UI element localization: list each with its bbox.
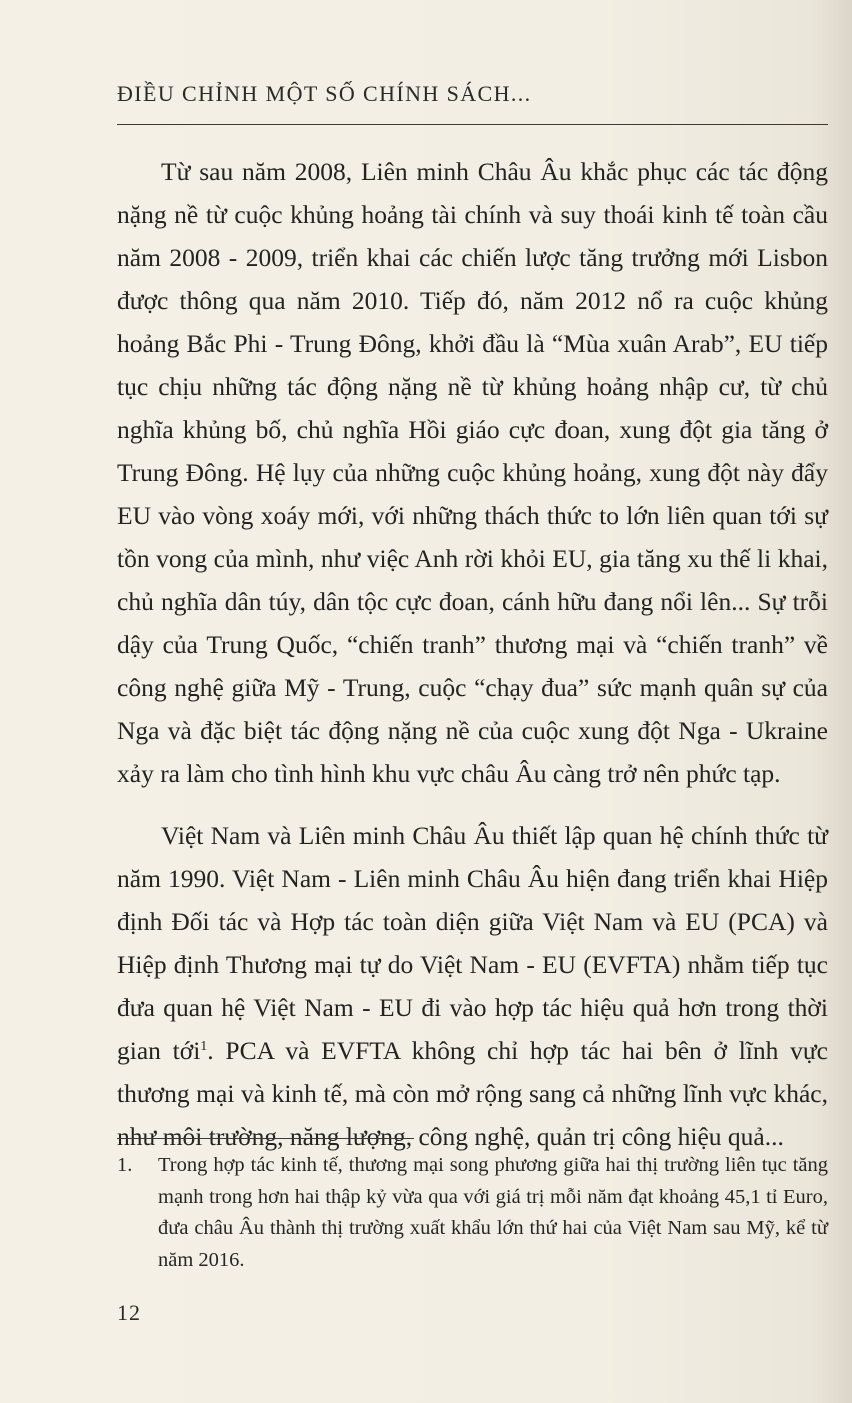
footnote-number: 1. bbox=[117, 1154, 133, 1176]
body-text bbox=[117, 150, 828, 1158]
footnote-rule bbox=[117, 1138, 414, 1139]
page-number: 12 bbox=[117, 1300, 141, 1325]
paragraph-1: Từ sau năm 2008, Liên minh Châu Âu khắc phục các tác động nặng nề từ cuộc khủng hoảng tài chính và suy thoái kinh tế toàn cầu năm 2008 - 2009, triển khai các chiến lược tăng trưởng mới Lisbon được thông qua năm 2010. Tiếp đó, năm 2012 nổ ra cuộc khủng hoảng Bắc Phi - Trung Đông, khởi đầu là “Mùa xuân Arab”, EU tiếp tục chịu những tác động nặng nề từ khủng hoảng nhập cư, từ chủ nghĩa khủng bố, chủ nghĩa Hồi giáo cực đoan, xung đột gia tăng ở Trung Đông. Hệ lụy của những cuộc khủng hoảng, xung đột này đẩy EU vào vòng xoáy mới, với những thách thức to lớn liên quan tới sự tồn vong của mình, như việc Anh rời khỏi EU, gia tăng xu thế li khai, chủ nghĩa dân túy, dân tộc cực đoan, cánh hữu đang nổi lên... Sự trỗi dậy của Trung Quốc, “chiến tranh” thương mại và “chiến tranh” về công nghệ giữa Mỹ - Trung, cuộc “chạy đua” sức mạnh quân sự của Nga và đặc biệt tác động nặng nề của cuộc xung đột Nga - Ukraine xảy ra làm cho tình hình khu vực châu Âu càng trở nên phức tạp. bbox=[117, 157, 828, 788]
paragraph-2-text-before-note: Việt Nam và Liên minh Châu Âu thiết lập quan hệ chính thức từ năm 1990. Việt Nam - Liên minh Châu Âu hiện đang triển khai Hiệp định Đối tác và Hợp tác toàn diện giữa Việt Nam và EU (PCA) và Hiệp định Thương mại tự do Việt Nam - EU (EVFTA) nhằm tiếp tục đưa quan hệ Việt Nam - EU đi vào hợp tác hiệu quả hơn trong thời gian tới bbox=[117, 821, 828, 1065]
footnote bbox=[117, 1150, 828, 1276]
footnote-marker: 1 bbox=[200, 1039, 208, 1054]
paragraph-2 bbox=[117, 814, 828, 1158]
running-head: ĐIỀU CHỈNH MỘT SỐ CHÍNH SÁCH... bbox=[117, 81, 532, 106]
footnote-text: Trong hợp tác kinh tế, thương mại song phương giữa hai thị trường liên tục tăng mạnh trong hơn hai thập kỷ vừa qua với giá trị mỗi năm đạt khoảng 45,1 tỉ Euro, đưa châu Âu thành thị trường xuất khẩu lớn thứ hai của Việt Nam sau Mỹ, kể từ năm 2016. bbox=[158, 1154, 828, 1271]
paragraph-2-text-after-note: . PCA và EVFTA không chỉ hợp tác hai bên ở lĩnh vực thương mại và kinh tế, mà còn mở rộng sang cả những lĩnh vực khác, như môi trường, năng lượng, công nghệ, quản trị công hiệu quả... bbox=[117, 1036, 829, 1151]
header-rule bbox=[117, 124, 828, 125]
